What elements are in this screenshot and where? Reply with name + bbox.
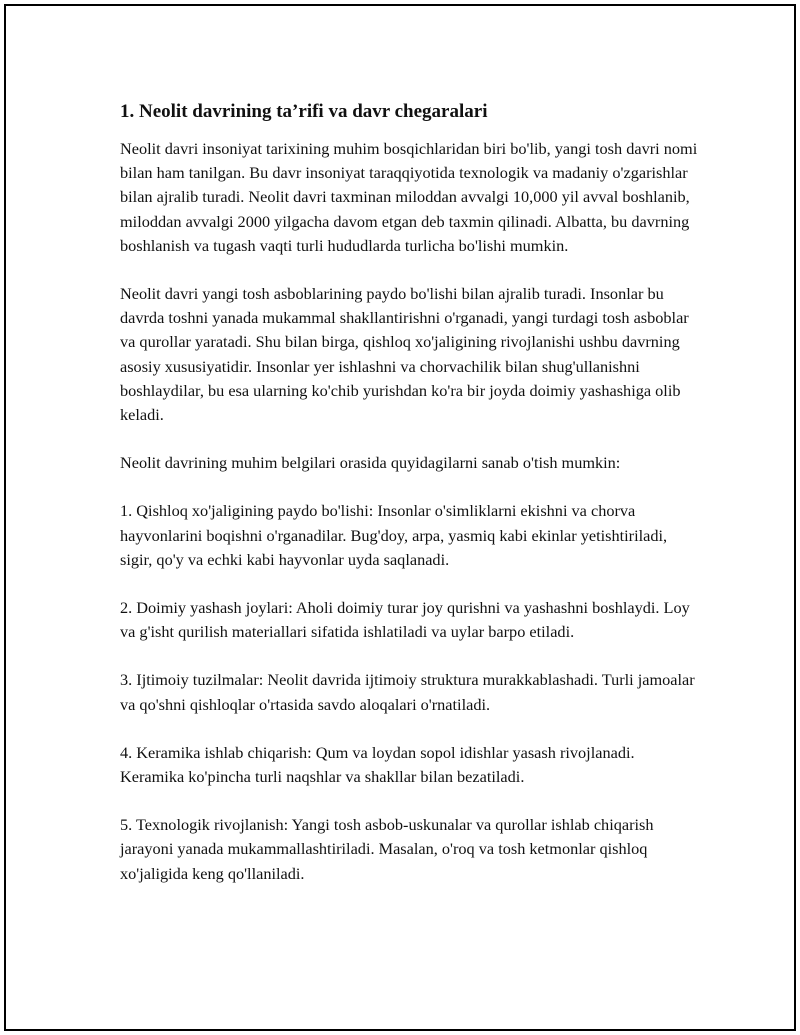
paragraph-stone-tools: Neolit davri yangi tosh asboblarining paydo bo'lishi bilan ajralib turadi. Insonlar bu davrda toshni yanada mukammal shakllantirishni o'rganadi, yangi turdagi tosh asboblar va qurollar yaratadi. Shu bilan birga, qishloq xo'jaligining rivojlanishi ushbu davrning asosiy xususiyatidir. Insonlar yer ishlashni va chorvachilik bilan shug'ullanishni boshlaydilar, bu esa ularning ko'chib yurishdan ko'ra bir joyda doimiy yashashiga olib keladi.: [120, 284, 689, 425]
page-frame: [4, 4, 796, 1031]
list-item-technology: 5. Texnologik rivojlanish: Yangi tosh asbob-uskunalar va qurollar ishlab chiqarish jarayoni yanada mukammallashtiriladi. Masalan, o'roq va tosh ketmonlar qishloq xo'jaligida keng qo'llaniladi.: [120, 815, 654, 883]
list-item-ceramics: 4. Keramika ishlab chiqarish: Qum va loydan sopol idishlar yasash rivojlanadi. Keramika ko'pincha turli naqshlar va shakllar bilan bezatiladi.: [120, 742, 635, 787]
paragraph-list-intro: Neolit davrining muhim belgilari orasida quyidagilarni sanab o'tish mumkin:: [120, 453, 621, 473]
list-item-settlements: 2. Doimiy yashash joylari: Aholi doimiy turar joy qurishni va yashashni boshlaydi. Loy va g'isht qurilish materiallari sifatida ishlatiladi va uylar barpo etiladi.: [120, 598, 690, 642]
list-item-social-structures: 3. Ijtimoiy tuzilmalar: Neolit davrida ijtimoiy struktura murakkablashadi. Turli jamoalar va qo'shni qishloqlar o'rtasida savdo aloqalari o'rnatiladi.: [120, 670, 695, 714]
section-heading: 1. Neolit davrining ta’rifi va davr chegaralari: [120, 101, 488, 122]
list-item-agriculture: 1. Qishloq xo'jaligining paydo bo'lishi: Insonlar o'simliklarni ekishni va chorva hayvonlarini boqishni o'rganadilar. Bug'doy, arpa, yasmiq kabi ekinlar yetishtiriladi, sigir, qo'y va echki kabi hayvonlar uyda saqlanadi.: [120, 501, 668, 569]
document-body: [120, 99, 700, 910]
paragraph-intro: Neolit davri insoniyat tarixining muhim bosqichlaridan biri bo'lib, yangi tosh davri nomi bilan ham tanilgan. Bu davr insoniyat taraqqiyotida texnologik va madaniy o'zgarishlar bilan ajralib turadi. Neolit davri taxminan miloddan avvalgi 10,000 yil avval boshlanib, miloddan avvalgi 2000 yilgacha davom etgan deb taxmin qilinadi. Albatta, bu davrning boshlanish va tugash vaqti turli hududlarda turlicha bo'lishi mumkin.: [120, 139, 698, 255]
